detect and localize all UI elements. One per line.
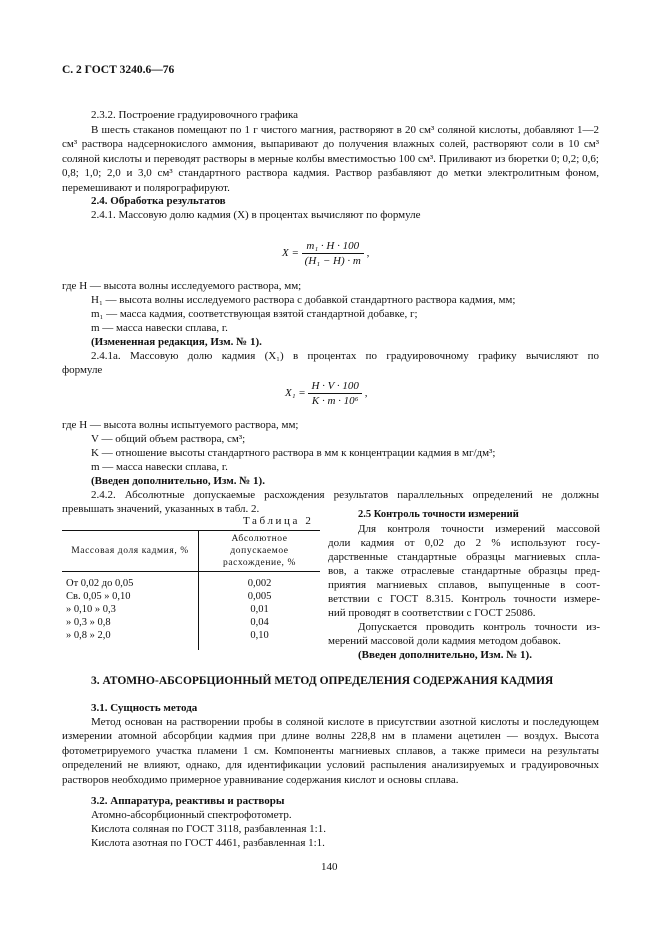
table-row [62,603,320,616]
table-cell-value: 0,04 [250,617,269,628]
page-number: 140 [321,861,338,873]
amendment-note-3: (Введен дополнительно, Изм. № 1). [358,649,532,661]
where-2-line-4: m — масса навески сплава, г. [91,461,228,473]
table-2-caption: Таблица 2 [243,515,314,527]
table-cell-range: » 0,10 » 0,3 [62,603,199,616]
section-2-5-line: мерений массовой доли кадмия методом добавок. [328,635,561,647]
where-1-line-4: m — масса навески сплава, г. [91,322,228,334]
section-3-title: 3. АТОМНО-АБСОРБЦИОННЫЙ МЕТОД ОПРЕДЕЛЕНИЯ СОДЕРЖАНИЯ КАДМИЯ [91,675,554,687]
table-cell-value: 0,01 [250,604,269,615]
formula-2-denominator: K · m · 10⁶ [311,395,359,407]
section-2-4-1: 2.4.1. Массовую долю кадмия (X) в процентах вычисляют по формуле [91,209,421,221]
section-2-3-2-title: 2.3.2. Построение градуировочного графика [91,109,299,121]
table-row [62,616,320,629]
section-3-2-title: 3.2. Аппаратура, реактивы и растворы [91,795,285,807]
section-3-2-item: Атомно-абсорбционный спектрофотометр. [91,809,292,821]
table-cell-range: От 0,02 до 0,05 [62,572,199,591]
where-1-line-3: m₁ — масса кадмия, соответствующая взятой стандартной добавке, г; [91,308,418,320]
table-row [62,572,320,591]
section-2-5-line: ний проводят в соответствии с ГОСТ 25086. [328,607,536,619]
formula-2-lhs: X₁ = [285,387,306,400]
section-2-5-line: Для контроля точности измерений массовой [358,523,600,535]
formula-2-numerator: H · V · 100 [308,380,361,394]
section-2-5-line: ветствии с ГОСТ 8.315. Контроль точности измере- [328,593,600,605]
where-2-line-1: где H — высота волны испытуемого раствора, мм; [62,419,299,431]
table-row [62,629,320,650]
table-row [62,590,320,603]
table-2 [62,530,320,650]
section-2-4-1a-line-2: формуле [62,364,103,376]
table-2-col-1-header: Массовая доля кадмия, % [62,531,199,572]
formula-1-numerator: m₁ · H · 100 [302,240,364,254]
where-1-line-2: H₁ — высота волны исследуемого раствора с добавкой стандартного раствора кадмия, мм; [91,294,516,306]
section-3-1-body: Метод основан на растворении пробы в соляной кислоте в присутствии азотной кислоты и последующем измерении атомной абсорбции кадмия при длине волны 228,8 нм в пламени ацетилен — воздух. Высота фотометрируемого участка пламени 1 см. Компоненты магниевых сплавов, а также примеси на результаты определений не влияют, однако, для идентификации условий распыления анализируемых и градуировочных растворов необходимо примерное уравнивание содержания кислот и основы сплава. [62,716,599,786]
table-2-col-2-header: Абсолютное допускаемое расхождение, % [199,531,321,572]
table-cell-range: » 0,3 » 0,8 [62,616,199,629]
section-2-5-line: дарственные стандартные образцы магниевых спла- [328,551,600,563]
where-1-line-1: где H — высота волны исследуемого раствора, мм; [62,280,302,292]
formula-1-fraction [302,240,364,267]
formula-1 [282,240,369,267]
table-cell-range: » 0,8 » 2,0 [62,629,199,650]
table-cell-range: Св. 0,05 » 0,10 [62,590,199,603]
section-2-5-title: 2.5 Контроль точности измерений [358,509,519,520]
where-2-line-3: K — отношение высоты стандартного раствора в мм к концентрации кадмия в мг/дм³; [91,447,496,459]
section-2-5-line: приятия магниевых сплавов, выпущенные в соот- [328,579,600,591]
amendment-note-2: (Введен дополнительно, Изм. № 1). [91,475,265,487]
section-2-4-2: 2.4.2. Абсолютные допускаемые расхождения результатов параллельных определений не должны превышать значений, указанных в табл. 2. [62,489,599,516]
table-cell-value: 0,002 [247,578,272,589]
formula-2 [285,380,367,407]
formula-1-tail: , [366,247,370,260]
table-cell-value: 0,005 [247,591,272,602]
formula-2-tail: , [364,387,368,400]
section-2-3-2-body: В шесть стаканов помещают по 1 г чистого магния, растворяют в 20 см³ соляной кислоты, добавляют 1—2 см³ раствора надсернокислого аммония, выпаривают до получения влажных солей, растворяют соли в 10 см³ соляной кислоты и переводят растворы в мерные колбы вместимостью 100 см³. Приливают из бюретки 0; 0,2; 0,6; 0,8; 1,0; 2,0 и 3,0 см³ стандартного раствора кадмия. Раствор разбавляют до метки электролитным фоном, перемешивают и полярографируют. [62,124,599,194]
section-3-2-item: Кислота соляная по ГОСТ 3118, разбавленная 1:1. [91,823,326,835]
page-header: С. 2 ГОСТ 3240.6—76 [62,64,175,76]
section-2-5-body [328,522,600,662]
section-2-5-line: вов, а также отраслевые стандартные образцы пред- [328,565,600,577]
section-3-1-title: 3.1. Сущность метода [91,702,198,714]
formula-1-denominator: (H₁ − H) · m [304,255,361,267]
where-2-line-2: V — общий объем раствора, см³; [91,433,246,445]
table-cell-value: 0,10 [250,630,269,641]
section-2-5-line: Допускается проводить контроль точности из- [358,621,600,633]
section-2-4-1a-line-1: 2.4.1а. Массовую долю кадмия (X₁) в процентах по градуировочному графику вычисляют по [91,350,599,362]
formula-2-fraction [308,380,361,407]
amendment-note-1: (Измененная редакция, Изм. № 1). [91,336,262,348]
section-3-2-item: Кислота азотная по ГОСТ 4461, разбавленная 1:1. [91,837,325,849]
section-2-4-title: 2.4. Обработка результатов [91,195,226,207]
section-2-5-line: доли кадмия от 0,02 до 2 % используют госу- [328,537,600,549]
formula-1-lhs: X = [282,247,299,260]
